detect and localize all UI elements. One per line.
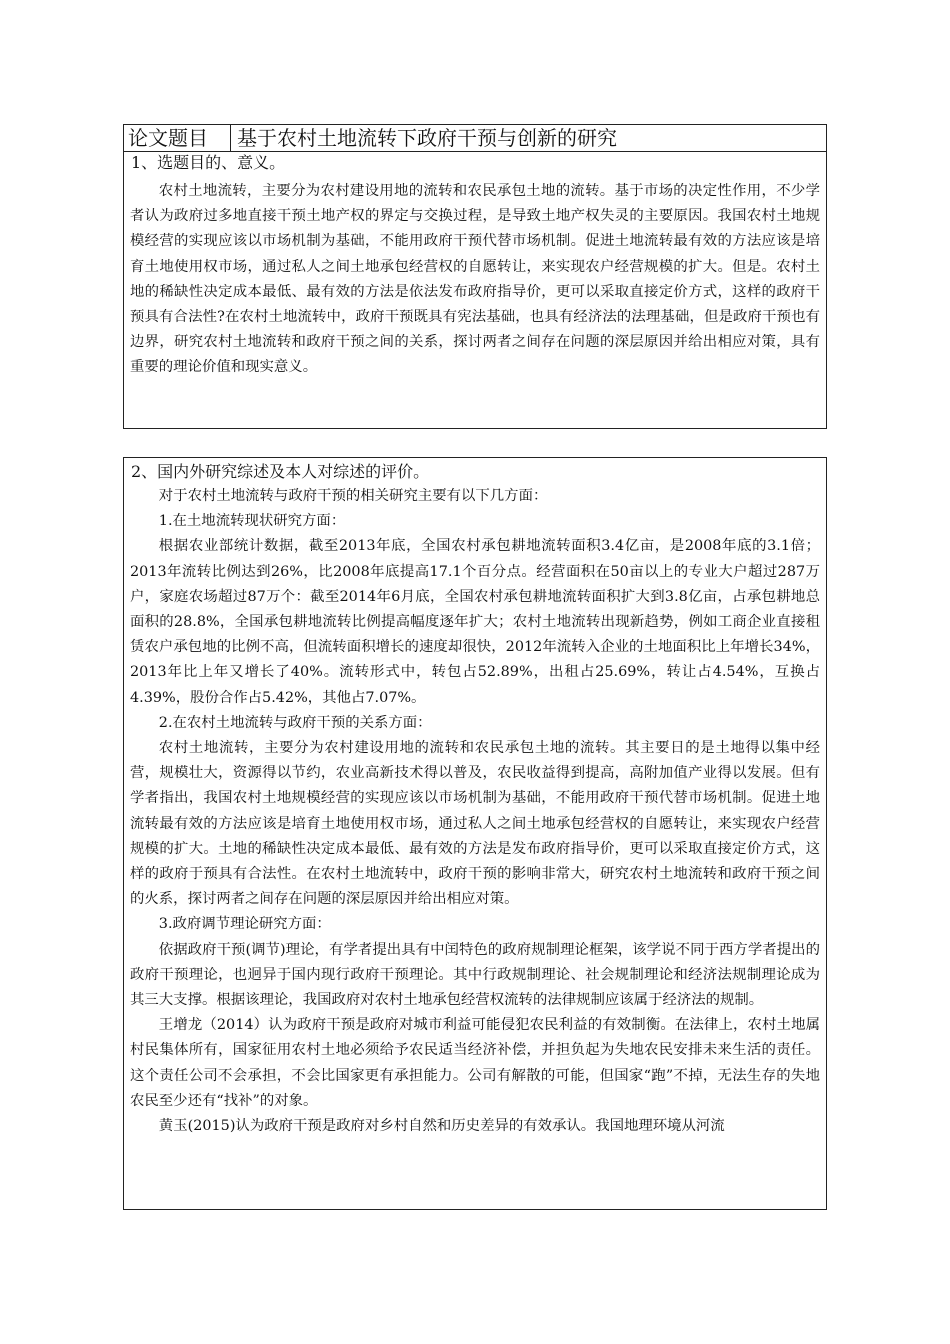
section2-intro: 对于农村土地流转与政府干预的相关研究主要有以下几方面：: [158, 488, 548, 504]
subsection2-title: 2.在农村土地流转与政府干预的关系方面：: [158, 714, 432, 731]
paragraph-huang-yu: 黄玉(2015)认为政府干预是政府对乡村自然和历史差异的有效承认。我国地理环境从河流: [158, 1118, 725, 1135]
paragraph-wang-zenglong: 王增龙（2014）认为政府干预是政府对城市利益可能侵犯农民利益的有效制衡。在法律上，农村土地属村民集体所有，国家征用农村土地必须给予农民适当经济补偿，并担负起为失地农民安排未来生活的责任。这个责任公司不会承担，不会比国家更有承担能力。公司有解散的可能，但国家“跑”不掉，无法生存的失地农民至少还有“找补”的对象。: [130, 1017, 820, 1109]
thesis-title: 基于农村土地流转下政府干预与创新的研究: [237, 126, 617, 150]
section2: [124, 458, 826, 1139]
subsection3-text: 依据政府干预(调节)理论，有学者提出具有中闰特色的政府规制理论框架，该学说不同于西方学者提出的政府干预理论，也迥异于国内现行政府干预理论。其中行政规制理论、社会规制理论和经济法规制理论成为其三大支撑。根据该理论，我国政府对农村土地承包经营权流转的法律规制应该属于经济法的规制。: [130, 941, 820, 1009]
section1: [124, 151, 826, 381]
section1-paragraph: 农村土地流转，主要分为农村建设用地的流转和农民承包土地的流转。基于市场的决定性作用，不少学者认为政府过多地直接干预土地产权的界定与交换过程，是导致土地产权失灵的主要原因。我国农村土地规模经营的实现应该以市场机制为基础，不能用政府干预代替市场机制。促进土地流转最有效的方法应该是培育土地使用权市场，通过私人之间土地承包经营权的自愿转让，来实现农户经营规模的扩大。但是。农村土地的稀缺性决定成本最低、最有效的方法是依法发布政府指导价，更可以采取直接定价方式，这样的政府干预具有合法性?在农村土地流转中，政府干预既具有宪法基础，也具有经济法的法理基础，但是政府干预也有边界，研究农村土地流转和政府干预之间的关系，探讨两者之间存在问题的深层原因并给出相应对策，具有重要的理论价值和现实意义。: [130, 183, 820, 376]
subsection2-text: 农村土地流转，主要分为农村建设用地的流转和农民承包土地的流转。其主要日的是土地得以集中经营，规模壮大，资源得以节约，农业高新技术得以普及，农民收益得到提高，高附加值产业得以发展。但有学者指出，我国农村土地规模经营的实现应该以市场机制为基础，不能用政府干预代替市场机制。促进土地流转最有效的方法应该是培育土地使用权市场，通过私人之间土地承包经营权的自愿转让，来实现农户经营规模的扩大。土地的稀缺性决定成本最低、最有效的方法是发布政府指导价，更可以采取直接定价方式，这样的政府于预具有合法性。在农村土地流转中，政府干预的影响非常大，研究农村土地流转和政府干预之间的火系，探讨两者之间存在问题的深层原因并给出相应对策。: [130, 740, 820, 908]
proposal-box-section1: [123, 124, 827, 429]
subsection1-text: 根据农业部统计数据，截至2013年底，全国农村承包耕地流转面积3.4亿亩，是2008年底的3.1倍；2013年流转比例达到26%，比2008年底提高17.1个百分点。经营面积在50亩以上的专业大户超过287万户，家庭农场超过87万个：截至2014年6月底，全国农村承包耕地流转面积扩大到3.8亿亩，占承包耕地总面积的28.8%，全国承包耕地流转比例提高幅度逐年扩大；农村土地流转出现新趋势，例如工商企业直接租赁农户承包地的比例不高，但流转面积增长的速度却很快，2012年流转入企业的土地面积比上年增长34%，2013年比上年又增长了40%。流转形式中，转包占52.89%，出租占25.69%，转让占4.54%，互换占4.39%，股份合作占5.42%，其他占7.07%。: [130, 538, 820, 706]
title-row: [124, 125, 826, 152]
section2-heading: 2、国内外研究综述及本人对综述的评价。: [131, 462, 430, 481]
subsection3-title: 3.政府调节理论研究方面：: [158, 916, 331, 933]
section1-heading: 1、选题目的、意义。: [131, 153, 286, 172]
title-label: 论文题目: [124, 125, 231, 151]
subsection1-title: 1.在土地流转现状研究方面：: [158, 513, 346, 530]
proposal-box-section2: [123, 457, 827, 1210]
